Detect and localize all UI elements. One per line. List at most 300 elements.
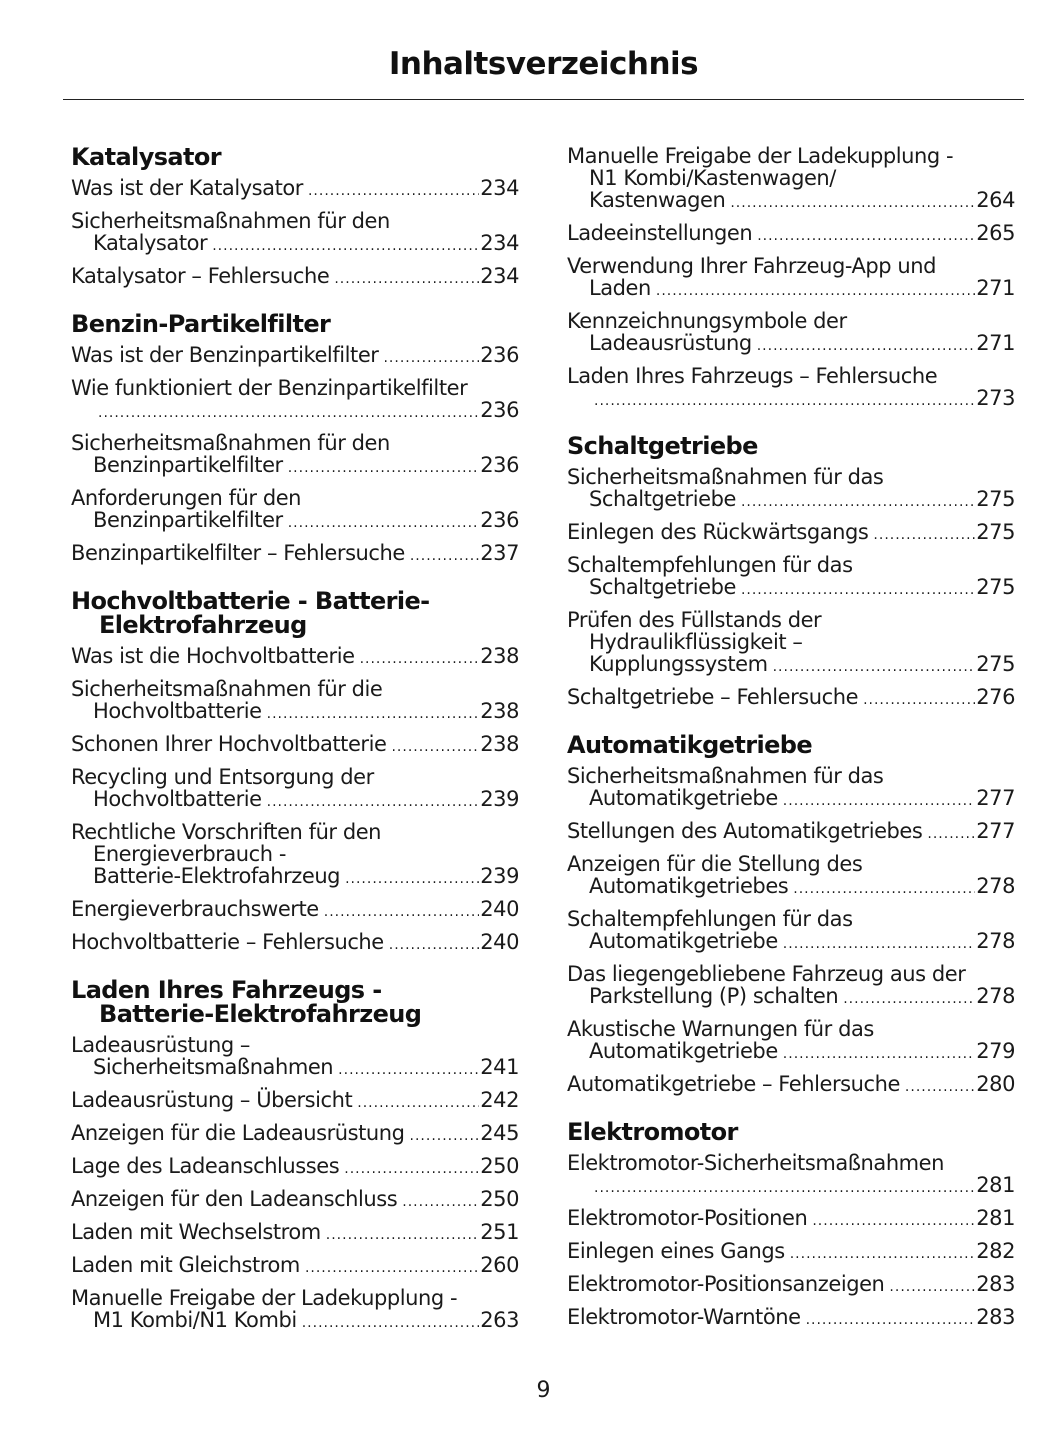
dot-leader [783,1043,975,1065]
toc-entry-title: Automatikgetriebe – Fehlersuche [567,1072,900,1096]
toc-entry-link[interactable] [71,1287,519,1334]
toc-entry-title: N1 Kombi/Kastenwagen/ [589,166,836,190]
toc-page-number: 279 [976,1039,1015,1063]
toc-entry-title: Sicherheitsmaßnahmen für den [71,209,390,233]
toc-entry-link[interactable] [71,210,519,257]
toc-entry-link[interactable] [71,1221,519,1246]
toc-entry-link[interactable] [71,487,519,534]
toc-entry-link[interactable] [71,898,519,923]
toc-entry-title: Schaltempfehlungen für das [567,907,853,931]
dot-leader [383,347,479,369]
toc-entry-title: Ladeausrüstung – Übersicht [71,1088,353,1112]
toc-entry-line [567,488,1015,513]
toc-entry-line [567,255,1015,277]
toc-entry-link[interactable] [71,733,519,758]
toc-section [71,312,519,567]
toc-entry-line [71,509,519,534]
toc-entry-title: Laden [589,276,651,300]
toc-entry-title: Was ist der Benzinpartikelfilter [71,343,379,367]
toc-entry-link[interactable] [71,1188,519,1213]
toc-page-number: 275 [976,487,1015,511]
toc-entry-line [71,1155,519,1180]
toc-entry-title: Kennzeichnungsymbole der [567,309,847,333]
toc-entry-title: Sicherheitsmaßnahmen [93,1055,334,1079]
toc-entry-title: Katalysator [93,231,208,255]
dot-leader [889,1276,975,1298]
section-heading-line: Batterie-Elektrofahrzeug [99,1000,422,1028]
toc-page-number: 241 [480,1055,519,1079]
dot-leader [843,988,975,1010]
toc-entry-title: Elektromotor-Positionsanzeigen [567,1272,885,1296]
toc-page-number: 239 [480,787,519,811]
section-heading-line: Elektrofahrzeug [99,611,307,639]
toc-entry-link[interactable] [71,432,519,479]
toc-page-number: 236 [480,508,519,532]
toc-entry-line [567,521,1015,546]
toc-entry-link[interactable] [567,222,1015,247]
dot-leader [410,545,479,567]
page-title: Inhaltsverzeichnis [388,46,699,82]
dot-leader [391,736,479,758]
dot-leader [790,1243,976,1265]
toc-entry-line [567,332,1015,357]
toc-page-number: 275 [976,652,1015,676]
toc-page-number: 234 [480,264,519,288]
toc-section [567,145,1015,412]
toc-entry-link[interactable] [567,365,1015,412]
dot-leader [594,390,975,412]
toc-entry-line [71,210,519,232]
toc-entry-link[interactable] [567,255,1015,302]
dot-leader [402,1191,479,1213]
dot-leader [741,579,975,601]
toc-page-number: 281 [976,1206,1015,1230]
section-heading-line: Laden Ihres Fahrzeugs - [71,976,382,1004]
toc-entry-title: Schaltgetriebe [589,487,736,511]
dot-leader [783,933,975,955]
dot-leader [334,268,479,290]
toc-page-number: 275 [976,575,1015,599]
toc-entry-title: Schaltgetriebe – Fehlersuche [567,685,859,709]
toc-entry-title: Was ist der Katalysator [71,176,303,200]
toc-entry-title: Stellungen des Automatikgetriebes [567,819,923,843]
toc-entry-line [71,865,519,890]
toc-entry-line [71,1221,519,1246]
toc-entry-link[interactable] [567,908,1015,955]
toc-entry-title: Manuelle Freigabe der Ladekupplung - [71,1286,458,1310]
toc-page-number: 238 [480,699,519,723]
dot-leader [410,1125,480,1147]
toc-entry-title: Anzeigen für die Ladeausrüstung [71,1121,405,1145]
toc-entry-title: Schaltgetriebe [589,575,736,599]
toc-entry-title: Hochvoltbatterie – Fehlersuche [71,930,384,954]
section-heading-line: Benzin-Partikelfilter [71,310,331,338]
toc-page-number: 234 [480,176,519,200]
toc-entry-line [567,765,1015,787]
dot-leader [288,512,480,534]
toc-page-number: 234 [480,231,519,255]
dot-leader [360,648,480,670]
dot-leader [212,235,479,257]
toc-entry-title: Akustische Warnungen für das [567,1017,874,1041]
toc-entry-title: Benzinpartikelfilter [93,453,283,477]
toc-entry-link[interactable] [567,521,1015,546]
toc-entry-title: Sicherheitsmaßnahmen für das [567,465,884,489]
toc-entry-link[interactable] [71,1155,519,1180]
dot-leader [302,1312,480,1334]
toc-entry-line [71,931,519,956]
toc-entry-title: Lage des Ladeanschlusses [71,1154,340,1178]
toc-entry-line [71,232,519,257]
section-heading-line: Schaltgetriebe [567,432,758,460]
toc-entry-line [71,898,519,923]
toc-entry-title: Verwendung Ihrer Fahrzeug-App und [567,254,937,278]
toc-section [71,145,519,290]
toc-page-number: 273 [976,386,1015,410]
toc-entry-title: Automatikgetriebe [589,1039,778,1063]
toc-entry-line [567,554,1015,576]
toc-page-number: 276 [976,685,1015,709]
toc-entry-title: Ladeausrüstung [589,331,752,355]
toc-entry-line [71,1122,519,1147]
toc-entry-line [71,542,519,567]
toc-page-number: 278 [976,874,1015,898]
toc-entry-link[interactable] [567,1240,1015,1265]
toc-entry-link[interactable] [567,1073,1015,1098]
toc-page-number: 280 [976,1072,1015,1096]
toc-page-number: 277 [976,819,1015,843]
toc-entry-line [71,788,519,813]
toc-page-number: 237 [480,541,519,565]
toc-entry-link[interactable] [567,554,1015,601]
toc-entry-title: Recycling und Entsorgung der [71,765,374,789]
dot-leader [324,901,480,923]
section-heading [567,1120,1015,1144]
toc-page-number: 245 [480,1121,519,1145]
toc-entry-line [71,821,519,843]
toc-page-number: 271 [976,331,1015,355]
section-heading-line: Automatikgetriebe [567,731,813,759]
toc-entry-title: Anzeigen für den Ladeanschluss [71,1187,398,1211]
dot-leader [730,192,975,214]
toc-entry-title: Hochvoltbatterie [93,699,262,723]
toc-entry-line [71,377,519,399]
toc-entry-line [71,1188,519,1213]
toc-entry-line [71,1034,519,1056]
dot-leader [873,524,975,546]
toc-entry-line [567,686,1015,711]
dot-leader [806,1309,976,1331]
toc-entry-title: Elektromotor-Positionen [567,1206,808,1230]
toc-entry-title: Laden mit Wechselstrom [71,1220,321,1244]
toc-page-number: 275 [976,520,1015,544]
toc-entry-line [71,678,519,700]
toc-entry-title: Automatikgetriebe [589,786,778,810]
toc-entry-title: Benzinpartikelfilter – Fehlersuche [71,541,405,565]
section-heading [567,733,1015,757]
toc-entry-link[interactable] [71,821,519,890]
toc-entry-link[interactable] [71,377,519,424]
dot-leader [357,1092,479,1114]
toc-entry-line [567,576,1015,601]
toc-entry-line [567,985,1015,1010]
toc-page-number: 281 [976,1173,1015,1197]
toc-right-column [567,145,1015,1353]
toc-entry-title: Elektromotor-Warntöne [567,1305,801,1329]
toc-entry-title: Schaltempfehlungen für das [567,553,853,577]
dot-leader [793,878,975,900]
toc-entry-line [71,733,519,758]
toc-section [567,733,1015,1098]
toc-entry-title: Ladeeinstellungen [567,221,753,245]
toc-page-number: 277 [976,786,1015,810]
toc-entry-line [567,466,1015,488]
toc-entry-line [567,1240,1015,1265]
page-number: 9 [536,1378,551,1403]
toc-entry-line [71,487,519,509]
toc-entry-title: Sicherheitsmaßnahmen für den [71,431,390,455]
dot-leader [338,1059,479,1081]
toc-section [567,1120,1015,1331]
toc-entry-line [567,963,1015,985]
toc-entry-title: Batterie-Elektrofahrzeug [93,864,341,888]
toc-page-number: 263 [480,1308,519,1332]
toc-entry-line [567,820,1015,845]
toc-entry-line [567,930,1015,955]
dot-leader [308,180,479,202]
toc-entry-title: Hydraulikflüssigkeit – [589,630,803,654]
toc-entry-title: Automatikgetriebe [589,929,778,953]
toc-entry-line [567,1273,1015,1298]
toc-entry-line [71,1056,519,1081]
dot-leader [741,491,975,513]
toc-entry-line [567,631,1015,653]
toc-entry-link[interactable] [567,1152,1015,1199]
toc-section [567,434,1015,711]
toc-entry-link[interactable] [567,686,1015,711]
toc-entry-title: Elektromotor-Sicherheitsmaßnahmen [567,1151,945,1175]
dot-leader [288,457,480,479]
toc-entry-link[interactable] [567,145,1015,214]
toc-section [71,978,519,1334]
toc-entry-link[interactable] [567,310,1015,357]
toc-page-number: 236 [480,453,519,477]
toc-entry-line [567,1040,1015,1065]
toc-entry-line [567,1207,1015,1232]
toc-entry-link[interactable] [71,177,519,202]
toc-entry-title: Anzeigen für die Stellung des [567,852,863,876]
toc-entry-link[interactable] [71,542,519,567]
toc-entry-link[interactable] [71,1089,519,1114]
toc-entry-line [71,265,519,290]
toc-page-number: 250 [480,1187,519,1211]
dot-leader [905,1076,975,1098]
toc-entry-line [567,167,1015,189]
toc-entry-link[interactable] [71,678,519,725]
toc-entry-title: Anforderungen für den [71,486,302,510]
toc-entry-title: M1 Kombi/N1 Kombi [93,1308,297,1332]
dot-leader [656,280,975,302]
toc-page-number: 238 [480,732,519,756]
dot-leader [783,790,975,812]
dot-leader [267,703,480,725]
toc-entry-line [71,1254,519,1279]
toc-entry-link[interactable] [71,766,519,813]
toc-entry-title: Prüfen des Füllstands der [567,608,822,632]
toc-entry-link[interactable] [567,820,1015,845]
toc-entry-title: Einlegen des Rückwärtsgangs [567,520,869,544]
toc-entry-title: Wie funktioniert der Benzinpartikelfilter [71,376,468,400]
toc-entry-line [567,365,1015,387]
dot-leader [757,335,976,357]
section-heading-line: Hochvoltbatterie - Batterie- [71,587,430,615]
toc-page-number: 265 [976,221,1015,245]
dot-leader [594,1177,975,1199]
toc-entry-line [71,344,519,369]
dot-leader [326,1224,480,1246]
toc-entry-link[interactable] [567,1207,1015,1232]
toc-page-number: 238 [480,644,519,668]
section-heading [71,978,519,1026]
section-heading [71,312,519,336]
toc-page-number: 251 [480,1220,519,1244]
toc-page-number: 283 [976,1272,1015,1296]
toc-entry-title: Laden Ihres Fahrzeugs – Fehlersuche [567,364,938,388]
section-heading-line: Katalysator [71,143,222,171]
toc-page-number: 278 [976,929,1015,953]
toc-entry-link[interactable] [567,1306,1015,1331]
toc-entry-title: Ladeausrüstung – [71,1033,250,1057]
toc-entry-link[interactable] [567,466,1015,513]
toc-entry-title: Laden mit Gleichstrom [71,1253,300,1277]
toc-entry-link[interactable] [71,1254,519,1279]
toc-entry-line [567,653,1015,678]
toc-entry-title: Manuelle Freigabe der Ladekupplung - [567,144,954,168]
toc-entry-title: Kastenwagen [589,188,726,212]
section-heading [71,589,519,637]
toc-entry-title: Einlegen eines Gangs [567,1239,785,1263]
toc-page-number: 236 [480,343,519,367]
toc-entry-title: Was ist die Hochvoltbatterie [71,644,355,668]
toc-page-number: 239 [480,864,519,888]
toc-entry-line [71,766,519,788]
toc-entry-line [71,1309,519,1334]
toc-entry-title: Katalysator – Fehlersuche [71,264,330,288]
toc-page-number: 260 [480,1253,519,1277]
section-heading [71,145,519,169]
toc-entry-title: Automatikgetriebes [589,874,789,898]
toc-entry-line [567,1174,1015,1199]
title-divider [63,99,1024,100]
toc-entry-line [567,787,1015,812]
toc-entry-line [567,609,1015,631]
toc-entry-line [567,853,1015,875]
toc-entry-link[interactable] [567,853,1015,900]
toc-entry-line [567,222,1015,247]
toc-entry-link[interactable] [71,931,519,956]
toc-entry-link[interactable] [71,265,519,290]
dot-leader [863,689,975,711]
dot-leader [773,656,976,678]
toc-entry-line [71,645,519,670]
toc-page-number: 240 [480,930,519,954]
toc-entry-title: Hochvoltbatterie [93,787,262,811]
toc-entry-link[interactable] [567,765,1015,812]
section-heading [567,434,1015,458]
dot-leader [345,868,479,890]
dot-leader [98,402,479,424]
toc-entry-title: Parkstellung (P) schalten [589,984,839,1008]
toc-entry-title: Energieverbrauch - [93,842,286,866]
toc-entry-title: Sicherheitsmaßnahmen für die [71,677,383,701]
toc-entry-title: Kupplungssystem [589,652,768,676]
section-heading-line: Elektromotor [567,1118,738,1146]
toc-entry-line [567,145,1015,167]
toc-entry-link[interactable] [567,609,1015,678]
toc-entry-line [71,843,519,865]
dot-leader [757,225,975,247]
toc-page-number: 283 [976,1305,1015,1329]
toc-entry-line [71,399,519,424]
toc-entry-title: Benzinpartikelfilter [93,508,283,532]
toc-entry-line [71,700,519,725]
toc-entry-line [567,1152,1015,1174]
toc-entry-line [567,277,1015,302]
toc-page-number: 240 [480,897,519,921]
toc-entry-link[interactable] [567,963,1015,1010]
toc-page-number: 271 [976,276,1015,300]
toc-entry-title: Schonen Ihrer Hochvoltbatterie [71,732,387,756]
toc-page-number: 236 [480,398,519,422]
toc-entry-line [567,310,1015,332]
toc-entry-line [71,1089,519,1114]
toc-entry-line [567,387,1015,412]
dot-leader [389,934,480,956]
toc-entry-link[interactable] [71,1034,519,1081]
toc-entry-line [567,1306,1015,1331]
toc-section [71,589,519,956]
toc-entry-link[interactable] [71,1122,519,1147]
toc-entry-line [71,1287,519,1309]
toc-entry-line [567,875,1015,900]
toc-entry-line [567,1073,1015,1098]
dot-leader [927,823,975,845]
toc-entry-link[interactable] [567,1273,1015,1298]
toc-page-number: 282 [976,1239,1015,1263]
dot-leader [812,1210,975,1232]
toc-entry-link[interactable] [71,645,519,670]
toc-page-number: 278 [976,984,1015,1008]
toc-entry-link[interactable] [71,344,519,369]
dot-leader [305,1257,479,1279]
toc-page-number: 242 [480,1088,519,1112]
dot-leader [267,791,480,813]
toc-page-number: 264 [976,188,1015,212]
toc-entry-line [567,189,1015,214]
toc-left-column [71,145,519,1356]
toc-entry-title: Das liegengebliebene Fahrzeug aus der [567,962,966,986]
toc-page-number: 250 [480,1154,519,1178]
toc-entry-link[interactable] [567,1018,1015,1065]
toc-entry-title: Rechtliche Vorschriften für den [71,820,382,844]
toc-entry-title: Energieverbrauchswerte [71,897,319,921]
dot-leader [344,1158,479,1180]
toc-entry-line [71,454,519,479]
toc-entry-line [567,908,1015,930]
toc-entry-title: Sicherheitsmaßnahmen für das [567,764,884,788]
toc-entry-line [71,432,519,454]
toc-entry-line [71,177,519,202]
